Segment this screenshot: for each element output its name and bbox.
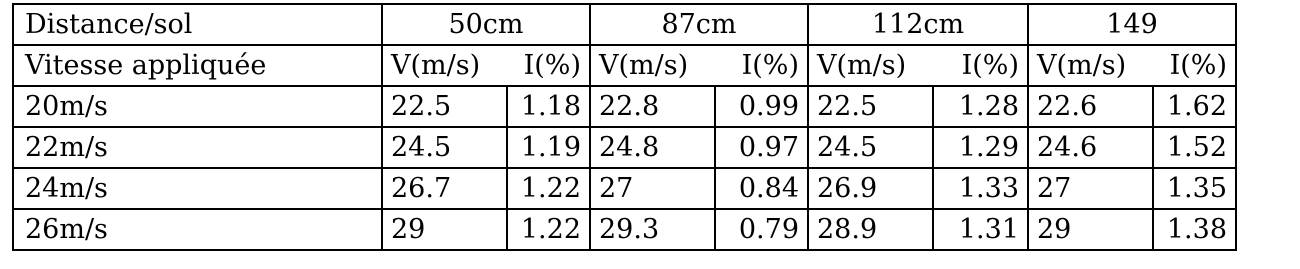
distance-header-label: Distance/sol <box>13 4 382 45</box>
velocity-cell: 24.8 <box>590 127 715 168</box>
intensity-cell: 1.28 <box>933 86 1028 127</box>
speed-header-label: Vitesse appliquée <box>13 45 382 86</box>
intensity-header: I(%) <box>933 45 1028 86</box>
measurement-table <box>12 3 1237 251</box>
applied-speed-cell: 24m/s <box>13 168 382 209</box>
data-table-container <box>12 3 1237 251</box>
intensity-cell: 0.84 <box>715 168 808 209</box>
velocity-cell: 26.9 <box>808 168 933 209</box>
intensity-cell: 1.31 <box>933 209 1028 250</box>
intensity-header: I(%) <box>507 45 590 86</box>
velocity-cell: 24.6 <box>1028 127 1153 168</box>
table-row <box>13 209 1236 250</box>
velocity-cell: 24.5 <box>382 127 507 168</box>
table-row <box>13 86 1236 127</box>
velocity-cell: 26.7 <box>382 168 507 209</box>
intensity-cell: 1.29 <box>933 127 1028 168</box>
intensity-cell: 0.79 <box>715 209 808 250</box>
intensity-header: I(%) <box>715 45 808 86</box>
applied-speed-cell: 22m/s <box>13 127 382 168</box>
intensity-cell: 0.99 <box>715 86 808 127</box>
intensity-cell: 1.33 <box>933 168 1028 209</box>
intensity-cell: 1.52 <box>1153 127 1236 168</box>
velocity-cell: 22.5 <box>808 86 933 127</box>
velocity-cell: 29.3 <box>590 209 715 250</box>
table-row <box>13 127 1236 168</box>
distance-header-112cm: 112cm <box>808 4 1028 45</box>
applied-speed-cell: 26m/s <box>13 209 382 250</box>
velocity-cell: 22.8 <box>590 86 715 127</box>
velocity-cell: 28.9 <box>808 209 933 250</box>
measure-header-row <box>13 45 1236 86</box>
velocity-header: V(m/s) <box>1028 45 1153 86</box>
intensity-cell: 1.35 <box>1153 168 1236 209</box>
distance-header-149: 149 <box>1028 4 1236 45</box>
distance-header-row <box>13 4 1236 45</box>
intensity-cell: 1.62 <box>1153 86 1236 127</box>
intensity-cell: 1.18 <box>507 86 590 127</box>
table-row <box>13 168 1236 209</box>
applied-speed-cell: 20m/s <box>13 86 382 127</box>
velocity-header: V(m/s) <box>808 45 933 86</box>
intensity-cell: 1.22 <box>507 168 590 209</box>
intensity-header: I(%) <box>1153 45 1236 86</box>
velocity-cell: 29 <box>382 209 507 250</box>
velocity-cell: 22.5 <box>382 86 507 127</box>
velocity-cell: 27 <box>1028 168 1153 209</box>
distance-header-50cm: 50cm <box>382 4 590 45</box>
velocity-cell: 22.6 <box>1028 86 1153 127</box>
distance-header-87cm: 87cm <box>590 4 808 45</box>
velocity-header: V(m/s) <box>382 45 507 86</box>
velocity-cell: 27 <box>590 168 715 209</box>
intensity-cell: 1.19 <box>507 127 590 168</box>
intensity-cell: 1.22 <box>507 209 590 250</box>
velocity-header: V(m/s) <box>590 45 715 86</box>
velocity-cell: 29 <box>1028 209 1153 250</box>
velocity-cell: 24.5 <box>808 127 933 168</box>
intensity-cell: 0.97 <box>715 127 808 168</box>
intensity-cell: 1.38 <box>1153 209 1236 250</box>
